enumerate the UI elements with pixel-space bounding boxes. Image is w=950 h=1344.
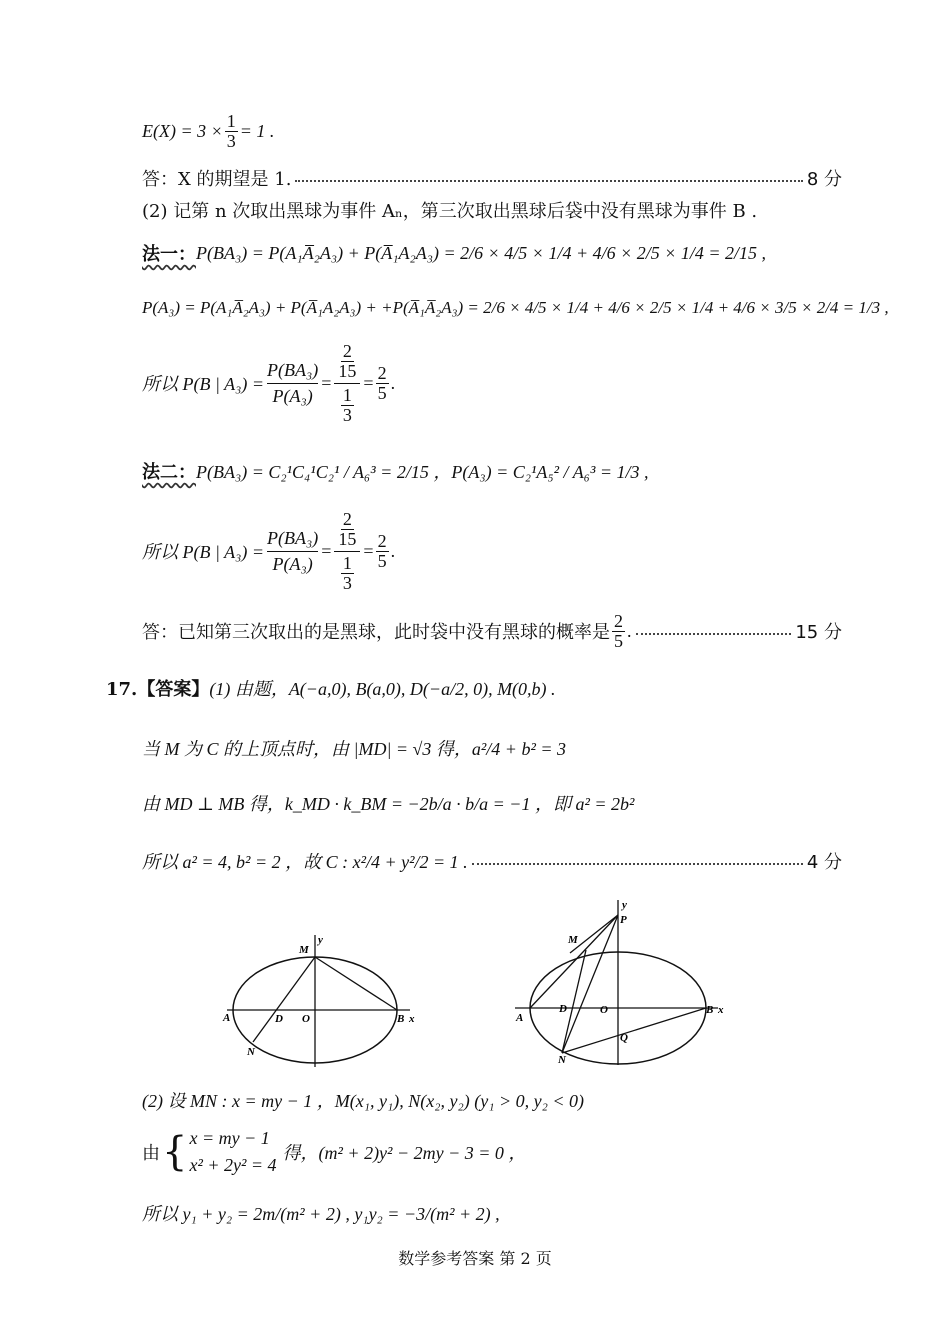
q17-line3: 由 MD ⊥ MB 得，k_MD · k_BM = −2b/a · b/a = −1 ，即 a² = 2b² (142, 794, 635, 814)
svg-text:N: N (247, 1046, 255, 1058)
svg-text:y: y (318, 934, 323, 946)
svg-text:A: A (223, 1012, 231, 1024)
svg-text:B: B (706, 1004, 714, 1016)
svg-text:P: P (620, 914, 627, 926)
dot-leader (472, 863, 803, 865)
q17-system: 由 { x = my − 1 x² + 2y² = 4 得，(m² + 2)y² − 2my − 3 = 0 ， (142, 1128, 527, 1175)
method1-eq2: P(A₃) = P(A₁A̅₂A₃) + P(A̅₁A₂A₃) + +P(A̅₁A̅₂A₃) = 2/6 × 4/5 × 1/4 + 4/6 × 2/5 × 1/4 + 4/6 × 3/5 × 2/4 = 1/3 , (142, 298, 889, 317)
dot-leader (636, 633, 792, 635)
q17-line2: 当 M 为 C 的上顶点时，由 |MD| = √3 得，a²/4 + b² = 3 (142, 739, 567, 759)
conditional-prob-1: 所以 P(B | A₃) = $\frac{\text{P(BA₃)}}{\text{P(A₃)}}$ = $\frac{\frac{2}{15}}{\frac{1}{3}}$ = $\frac{2}{5}$ . (142, 341, 396, 425)
method2-eq: 法二： P(BA₃) = C₂¹C₄¹C₂¹ / A₆³ = 2/15 ，P(A₃) = C₂¹A₅² / A₆³ = 1/3 , (142, 462, 649, 483)
q17-part2: (2) 设 MN : x = my − 1 ，M(x₁, y₁), N(x₂, y₂) (y₁ > 0, y₂ < 0) (142, 1091, 584, 1111)
svg-text:y: y (622, 899, 627, 911)
expectation-line: E(X) = 3 × $\frac{1}{3}$ = 1 . (142, 111, 275, 151)
svg-text:O: O (600, 1004, 608, 1016)
svg-text:B: B (397, 1013, 405, 1025)
svg-text:N: N (558, 1054, 566, 1066)
ellipse-figure-left (215, 925, 425, 1075)
svg-text:M: M (299, 944, 309, 956)
svg-text:x: x (409, 1013, 415, 1025)
svg-text:O: O (302, 1013, 310, 1025)
page-footer: 数学参考答案 第 2 页 (398, 1249, 552, 1268)
svg-text:Q: Q (620, 1032, 628, 1044)
svg-text:M: M (568, 934, 578, 946)
dot-leader (295, 180, 802, 182)
answer-expectation: 答：X 的期望是 1. 8 分 (142, 169, 842, 190)
svg-text:A: A (516, 1012, 524, 1024)
svg-text:D: D (275, 1013, 283, 1025)
ellipse-figure-right (510, 895, 740, 1075)
answer-probability: 答：已知第三次取出的是黑球，此时袋中没有黑球的概率是 $\frac{2}{5}$ . 15 分 (142, 611, 842, 651)
q17-line4: 所以 a² = 4, b² = 2 ，故 C : x²/4 + y²/2 = 1 . 4 分 (142, 852, 842, 873)
svg-text:D: D (559, 1003, 567, 1015)
q17-part1: 17.【答案】 (1) 由题，A(−a,0), B(a,0), D(−a/2, 0), M(0,b) . (106, 679, 556, 700)
q17-vieta: 所以 y₁ + y₂ = 2m/(m² + 2) , y₁y₂ = −3/(m² + 2) , (142, 1204, 500, 1224)
part2-intro: (2) 记第 n 次取出黑球为事件 Aₙ，第三次取出黑球后袋中没有黑球为事件 B . (142, 201, 758, 222)
svg-text:x: x (718, 1004, 724, 1016)
conditional-prob-2: 所以 P(B | A₃) = $\frac{\text{P(BA₃)}}{\text{P(A₃)}}$ = $\frac{\frac{2}{15}}{\frac{1}{3}}$ = $\frac{2}{5}$ . (142, 509, 396, 593)
method1-eq1: 法一： P(BA₃) = P(A₁A̅₂A₃) + P(A̅₁A₂A₃) = 2/6 × 4/5 × 1/4 + 4/6 × 2/5 × 1/4 = 2/15 , (142, 242, 767, 265)
